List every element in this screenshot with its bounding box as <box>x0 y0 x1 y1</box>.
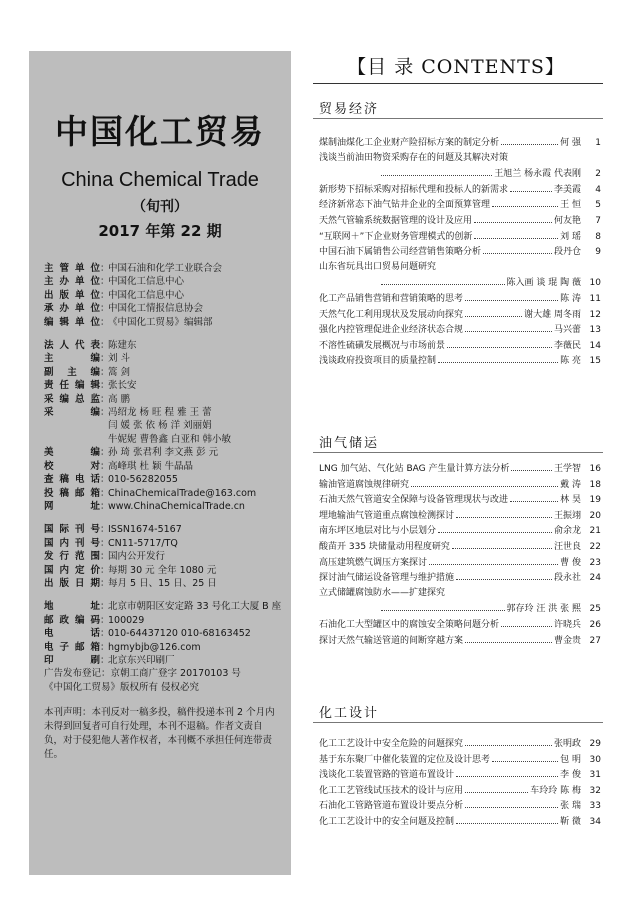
info-value: 陈建东 <box>108 340 137 352</box>
article-title: 经济新常态下油气钻井企业的全面预算管理 <box>319 200 491 211</box>
info-row <box>44 289 291 302</box>
info-value: 刘 斗 <box>108 353 131 365</box>
info-label: 采编总监 <box>44 393 100 405</box>
toc-entry[interactable] <box>319 586 601 602</box>
article-author: 许晓兵 <box>553 619 581 630</box>
leader-dots <box>447 338 552 348</box>
article-title: 石油天然气管道安全保障与设备管理现状与改进 <box>319 495 509 506</box>
article-title: 化工产品销售营销和营销策略的思考 <box>319 293 464 304</box>
article-title: 化工工艺设计中的安全问题及控制 <box>319 816 455 827</box>
leader-dots <box>465 736 552 746</box>
leader-dots <box>510 182 552 192</box>
info-label <box>44 433 100 446</box>
info-value: 国内公开发行 <box>108 551 166 563</box>
info-value: 张长安 <box>108 380 137 392</box>
toc-section-trade-economy <box>319 135 601 369</box>
info-row <box>44 339 291 352</box>
info-value: 中国化工信息中心 <box>108 276 185 288</box>
toc-entry[interactable] <box>319 492 601 508</box>
info-colon: ： <box>100 654 110 666</box>
leader-dots <box>381 601 505 611</box>
contents-heading: 【目 录 CONTENTS】 <box>347 56 565 78</box>
article-author: 王学智 <box>553 464 581 474</box>
article-author: 陈 亮 <box>560 356 581 367</box>
leader-dots <box>474 213 552 223</box>
magazine-title-en: China Chemical Trade <box>61 169 259 191</box>
page-number: 14 <box>589 340 601 351</box>
toc-entry[interactable] <box>319 798 601 814</box>
page-number: 29 <box>589 739 601 749</box>
info-value: 中国化工信息中心 <box>108 289 185 301</box>
journal-notice: 本刊声明：本刊反对一稿多投，稿件投递本刊 2 个月内未得到回复者可自行处理，本刊不退稿。作者文责自负，对于侵犯他人著作权者，本刊概不承担任何连带责任。 <box>44 707 275 761</box>
toc-entry[interactable] <box>319 555 601 571</box>
article-author: 段丹仓 <box>553 247 581 258</box>
article-title: 立式储罐腐蚀防水——扩建探究 <box>319 587 446 598</box>
article-title: 石油化工大型罐区中的腐蚀安全策略问题分析 <box>319 619 500 630</box>
article-title: “互联网＋”下企业财务管理模式的创新 <box>319 231 473 242</box>
info-colon: ： <box>100 614 110 626</box>
info-label: 电子邮箱 <box>44 641 100 653</box>
article-title: 探讨天然气输送管道的间断穿越方案 <box>319 635 464 646</box>
page-number: 12 <box>589 309 601 320</box>
info-colon: ： <box>100 487 110 499</box>
article-author: 马兴蕾 <box>553 325 581 336</box>
info-colon: ： <box>100 447 110 459</box>
info-label: 国际刊号 <box>44 524 100 536</box>
page-number: 23 <box>589 557 601 568</box>
page-number: 24 <box>589 573 601 584</box>
article-author: 李 俊 <box>560 770 581 781</box>
leader-dots <box>501 617 552 627</box>
article-author: 郭存玲 汪 洪 张 熙 <box>506 604 581 615</box>
page-number: 31 <box>589 770 601 781</box>
page-number: 15 <box>589 356 601 367</box>
info-label: 国内刊号 <box>44 537 100 549</box>
info-row <box>44 537 291 550</box>
info-row <box>44 406 291 419</box>
info-value: ChinaChemicalTrade@163.com <box>108 487 257 499</box>
info-label: 主办单位 <box>44 276 100 288</box>
article-author: 曹金贵 <box>553 635 581 646</box>
info-colon: ： <box>100 393 110 405</box>
page-number: 30 <box>589 754 601 765</box>
toc-entry[interactable] <box>319 291 601 307</box>
page-number: 25 <box>589 604 601 615</box>
toc-section-chemical-design <box>319 736 601 830</box>
info-value: 010-56282055 <box>108 474 178 486</box>
page-number: 19 <box>589 495 601 506</box>
info-label: 电话 <box>44 628 100 640</box>
article-title: 不溶性硫磺发展概况与市场前景 <box>319 340 446 351</box>
leader-dots <box>456 508 552 518</box>
toc-entry[interactable] <box>319 570 601 586</box>
toc-entry[interactable] <box>319 752 601 768</box>
info-row <box>44 366 291 379</box>
toc-entry[interactable] <box>319 182 601 198</box>
article-title: 输油管道腐蚀规律研究 <box>319 479 410 490</box>
info-value: 北京市朝阳区安定路 33 号化工大厦 B 座 <box>108 601 282 613</box>
info-value: 中国化工情报信息协会 <box>108 303 204 315</box>
info-colon: ： <box>100 407 110 419</box>
toc-entry[interactable] <box>319 151 601 167</box>
page-number: 16 <box>589 464 601 474</box>
info-value: 高 鹏 <box>108 393 131 405</box>
toc-entry[interactable] <box>319 275 601 291</box>
info-row <box>44 577 291 590</box>
leader-dots <box>456 767 558 777</box>
article-title: 化工工艺设计中安全危险的问题探究 <box>319 739 464 749</box>
article-author: 靳 微 <box>560 816 581 827</box>
info-colon: ： <box>100 380 110 392</box>
leader-dots <box>465 633 552 643</box>
article-author: 王振翊 <box>553 510 581 521</box>
info-row <box>44 419 291 432</box>
article-title: 探讨油气储运设备管理与维护措施 <box>319 573 455 584</box>
info-row <box>44 316 291 329</box>
info-colon: ： <box>100 316 110 328</box>
page-number: 26 <box>589 619 601 630</box>
info-row <box>44 393 291 406</box>
section-divider <box>313 722 603 723</box>
article-author: 王旭兰 杨永霞 代表刚 <box>494 169 581 180</box>
toc-entry[interactable] <box>319 617 601 633</box>
toc-entry[interactable] <box>319 307 601 323</box>
article-author: 段永社 <box>553 573 581 584</box>
leader-dots <box>511 461 552 471</box>
article-author: 王 恒 <box>560 200 581 211</box>
toc-entry[interactable] <box>319 767 601 783</box>
page-number: 5 <box>595 200 601 211</box>
article-author: 张 瑞 <box>560 801 581 812</box>
toc-entry[interactable] <box>319 213 601 229</box>
info-colon: ： <box>100 353 110 365</box>
article-author: 何 强 <box>560 138 581 148</box>
info-value: 《中国化工贸易》编辑部 <box>108 316 213 328</box>
info-label: 法人代表 <box>44 340 100 352</box>
leader-dots <box>492 752 558 762</box>
article-author: 张明政 <box>553 739 581 749</box>
article-title: 酸苗开 335 块储量动用程度研究 <box>319 541 450 552</box>
page-number: 4 <box>595 184 601 195</box>
info-colon: ： <box>100 641 110 653</box>
toc-entry[interactable] <box>319 633 601 649</box>
info-value: www.ChinaChemicalTrade.cn <box>108 500 245 512</box>
info-colon <box>100 419 108 432</box>
info-value: 010-64437120 010-68163452 <box>108 628 251 640</box>
toc-entry[interactable] <box>319 135 601 151</box>
leader-dots <box>429 555 558 565</box>
info-colon: ： <box>100 340 110 352</box>
info-value: 冯绍龙 杨 旺 程 雅 王 蕾 <box>108 407 212 419</box>
leader-dots <box>465 798 558 808</box>
page-number: 21 <box>589 526 601 537</box>
info-label: 发行范围 <box>44 551 100 563</box>
article-author: 曹 俊 <box>560 557 581 568</box>
page-number: 34 <box>589 816 601 827</box>
article-title: 石油化工管路管道布置设计要点分析 <box>319 801 464 812</box>
info-colon <box>100 433 108 446</box>
ad-license: 广告发布登记：京朝工商广登字 20170103 号 <box>44 668 241 680</box>
masthead-panel <box>29 51 291 875</box>
article-author: 林 昊 <box>560 495 581 506</box>
info-colon: ： <box>100 474 110 486</box>
issue-number: 2017 年第 22 期 <box>98 222 222 240</box>
info-value: 100029 <box>108 614 145 626</box>
page-number: 20 <box>589 510 601 521</box>
leader-dots <box>465 322 552 332</box>
info-colon: ： <box>100 551 110 563</box>
publication-frequency: （旬刊） <box>132 199 188 215</box>
info-value: ISSN1674-5167 <box>108 524 182 536</box>
editorial-staff <box>44 339 291 513</box>
article-author: 陈 涛 <box>560 293 581 304</box>
info-colon: ： <box>100 303 110 315</box>
article-author: 包 明 <box>560 754 581 765</box>
toc-entry[interactable] <box>319 322 601 338</box>
info-row <box>44 433 291 446</box>
page-number: 27 <box>589 635 601 646</box>
article-title: 化工工艺管线试压技术的设计与应用 <box>319 785 464 796</box>
info-value: 篙 剑 <box>108 366 131 378</box>
info-row <box>44 275 291 288</box>
contact-info <box>44 600 291 667</box>
toc-entry[interactable] <box>319 814 601 830</box>
section-title-oil-gas-storage: 油气储运 <box>319 436 380 451</box>
info-row <box>44 654 291 667</box>
article-author: 李美霞 <box>553 184 581 195</box>
contents-divider <box>313 83 603 84</box>
leader-dots <box>474 229 558 239</box>
info-row <box>44 487 291 500</box>
info-row <box>44 379 291 392</box>
info-row <box>44 460 291 473</box>
article-author: 戴 涛 <box>560 479 581 490</box>
article-title: 浅谈化工装置管路的管道布置设计 <box>319 770 455 781</box>
info-colon: ： <box>100 263 110 274</box>
info-colon: ： <box>100 276 110 288</box>
article-author: 刘 瑶 <box>560 231 581 242</box>
leader-dots <box>501 135 558 145</box>
leader-dots <box>438 523 552 533</box>
toc-entry[interactable] <box>319 601 601 617</box>
page-number: 32 <box>589 785 601 796</box>
info-colon: ： <box>100 577 110 589</box>
info-row <box>44 641 291 654</box>
toc-entry[interactable] <box>319 461 601 477</box>
info-value: 孙 琦 张君利 李文燕 彭 元 <box>108 447 219 459</box>
info-row <box>44 523 291 536</box>
info-colon: ： <box>100 500 110 512</box>
article-title: 高压建筑燃气调压方案探讨 <box>319 557 428 568</box>
leader-dots <box>381 166 492 176</box>
info-label: 查稿电话 <box>44 474 100 486</box>
article-author: 车玲玲 陈 梅 <box>530 785 581 796</box>
info-label: 投稿邮箱 <box>44 487 100 499</box>
info-row <box>44 500 291 513</box>
toc-entry[interactable] <box>319 244 601 260</box>
toc-entry[interactable] <box>319 508 601 524</box>
magazine-title-cn: 中国化工贸易 <box>55 112 265 151</box>
info-colon: ： <box>100 524 110 536</box>
info-label: 地址 <box>44 601 100 613</box>
page-number: 1 <box>595 138 601 148</box>
leader-dots <box>492 197 558 207</box>
leader-dots <box>465 783 528 793</box>
info-value: 北京东兴印刷厂 <box>108 654 175 666</box>
toc-entry[interactable] <box>319 338 601 354</box>
article-title: 煤制油煤化工企业财产险招标方案的制定分析 <box>319 138 500 148</box>
article-title: 强化内控管理促进企业经济状态合规 <box>319 325 464 336</box>
info-label: 承办单位 <box>44 303 100 315</box>
section-divider <box>313 452 603 453</box>
info-label: 编辑单位 <box>44 316 100 328</box>
article-title: 中国石油下属销售公司经营销售策略分析 <box>319 247 482 258</box>
leader-dots <box>465 291 558 301</box>
info-label: 校对 <box>44 460 100 472</box>
info-row <box>44 352 291 365</box>
article-author: 俞余龙 <box>553 526 581 537</box>
info-label: 国内定价 <box>44 564 100 576</box>
copyright-line: 《中国化工贸易》版权所有 侵权必究 <box>44 681 200 693</box>
leader-dots <box>456 814 558 824</box>
toc-entry[interactable] <box>319 523 601 539</box>
toc-entry[interactable] <box>319 736 601 752</box>
page-number: 18 <box>589 479 601 490</box>
section-title-chemical-design: 化工设计 <box>319 706 380 721</box>
page-number: 9 <box>595 247 601 258</box>
toc-entry[interactable] <box>319 197 601 213</box>
leader-dots <box>381 275 505 285</box>
section-title-trade-economy: 贸易经济 <box>319 102 380 117</box>
info-row <box>44 446 291 459</box>
article-author: 谢大雄 周冬雨 <box>524 309 581 320</box>
toc-section-oil-gas-storage <box>319 461 601 648</box>
info-row <box>44 302 291 315</box>
info-value: 每月 5 日、15 日、25 日 <box>108 577 217 589</box>
info-colon: ： <box>100 601 110 613</box>
info-row <box>44 614 291 627</box>
info-colon: ： <box>100 564 110 576</box>
info-label: 网址 <box>44 500 100 512</box>
toc-entry[interactable] <box>319 477 601 493</box>
page-number: 8 <box>595 231 601 242</box>
leader-dots <box>465 307 522 317</box>
article-title: 浅谈当前油田物资采购存在的问题及其解决对策 <box>319 152 509 163</box>
article-title: 南东坪区地层对比与小层划分 <box>319 526 437 537</box>
article-title: 基于东东聚厂中催化装置的定位及设计思考 <box>319 754 491 765</box>
page-number: 2 <box>595 169 601 180</box>
info-label: 责任编辑 <box>44 380 100 392</box>
info-label: 美编 <box>44 447 100 459</box>
toc-entry[interactable] <box>319 783 601 799</box>
info-colon: ： <box>100 537 110 549</box>
info-colon: ： <box>100 460 110 472</box>
toc-entry[interactable] <box>319 353 601 369</box>
info-value: 牛妮妮 曹鲁鑫 白亚和 韩小敏 <box>108 433 232 445</box>
info-label: 主管单位 <box>44 263 100 274</box>
leader-dots <box>510 492 558 502</box>
info-value: 闫 媛 张 依 杨 洋 刘丽娟 <box>108 420 212 432</box>
leader-dots <box>438 353 558 363</box>
info-row <box>44 600 291 613</box>
info-row <box>44 262 291 275</box>
info-value: 每期 30 元 全年 1080 元 <box>108 564 217 576</box>
leader-dots <box>456 570 552 580</box>
article-author: 何友艳 <box>553 215 581 226</box>
leader-dots <box>411 477 558 487</box>
info-value: 中国石油和化学工业联合会 <box>108 263 223 274</box>
article-author: 陈入画 谈 琨 陶 薇 <box>506 278 581 289</box>
publication-info <box>44 523 291 590</box>
info-label: 出版单位 <box>44 289 100 301</box>
info-colon: ： <box>100 289 110 301</box>
leader-dots <box>483 244 552 254</box>
info-label: 副主编 <box>44 366 100 378</box>
info-colon: ： <box>100 628 110 640</box>
toc-entry[interactable] <box>319 229 601 245</box>
page-number: 11 <box>589 293 601 304</box>
info-label: 主编 <box>44 353 100 365</box>
article-author: 李薇民 <box>553 340 581 351</box>
info-label: 邮政编码 <box>44 614 100 626</box>
info-colon: ： <box>100 366 110 378</box>
section-divider <box>313 118 603 119</box>
page-number: 10 <box>589 278 601 289</box>
info-value: 高峰琪 杜 颖 牛晶晶 <box>108 460 194 472</box>
info-value: hgmybjb@126.com <box>108 641 201 653</box>
page-number: 7 <box>595 215 601 226</box>
info-row <box>44 627 291 640</box>
toc-entry[interactable] <box>319 539 601 555</box>
info-label: 出版日期 <box>44 577 100 589</box>
page-number: 22 <box>589 541 601 552</box>
page-number: 33 <box>589 801 601 812</box>
info-label: 采编 <box>44 407 100 419</box>
article-title: 天然气管输系统数据管理的设计及应用 <box>319 215 473 226</box>
article-title: LNG 加气站、气化站 BAG 产生量计算方法分析 <box>319 464 510 474</box>
info-label <box>44 419 100 432</box>
toc-entry[interactable] <box>319 260 601 276</box>
page-number: 13 <box>589 325 601 336</box>
info-row <box>44 564 291 577</box>
article-author: 汪世良 <box>553 541 581 552</box>
info-value: CN11-5717/TQ <box>108 537 178 549</box>
info-row <box>44 550 291 563</box>
info-label: 印刷 <box>44 654 100 666</box>
article-title: 浅谈政府投资项目的质量控制 <box>319 356 437 367</box>
article-title: 埋地输油气管道重点腐蚀检测探讨 <box>319 510 455 521</box>
info-row <box>44 473 291 486</box>
leader-dots <box>452 539 552 549</box>
article-title: 天然气化工利用现状及发展动向探究 <box>319 309 464 320</box>
article-title: 新形势下招标采购对招标代理和投标人的新需求 <box>319 184 509 195</box>
toc-entry[interactable] <box>319 166 601 182</box>
article-title: 山东省玩具出口贸易问题研究 <box>319 261 437 272</box>
publisher-info <box>44 262 291 329</box>
